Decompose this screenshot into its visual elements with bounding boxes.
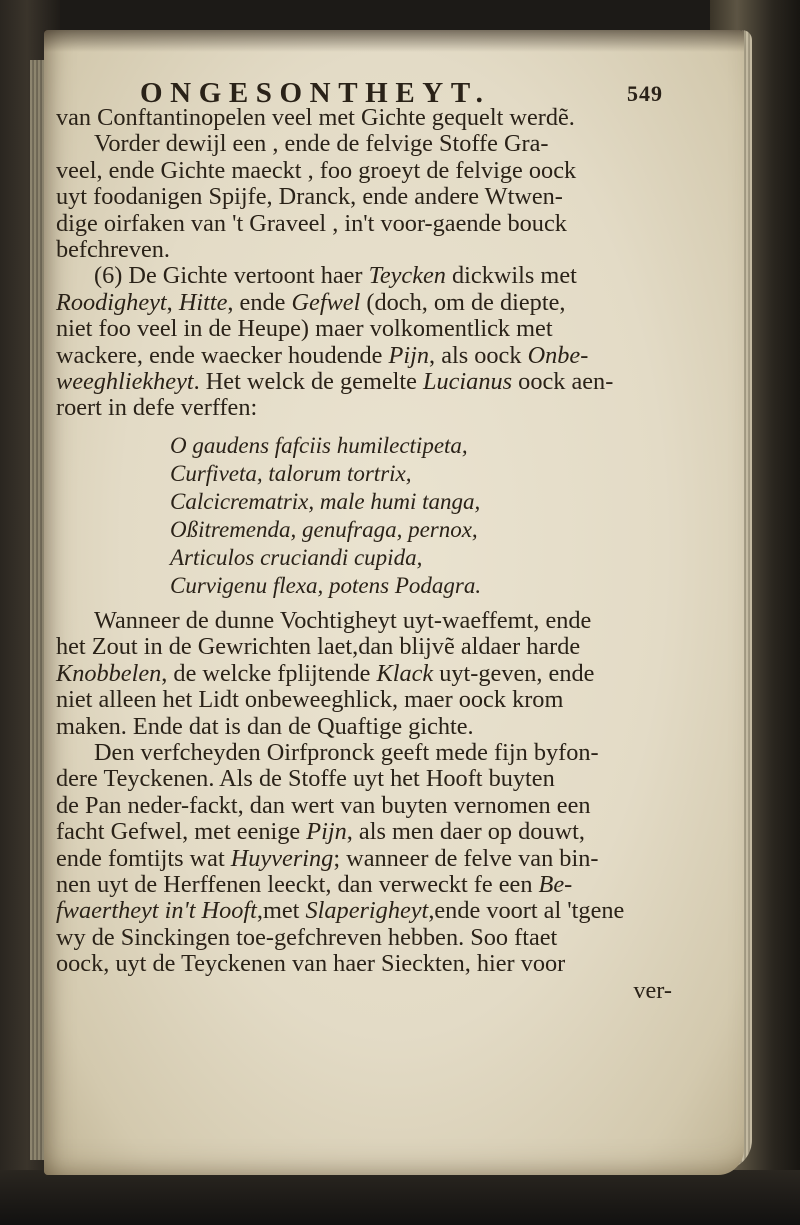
- text-line: [56, 819, 676, 845]
- page-number: 549: [627, 81, 663, 106]
- italic-term: Lucianus: [422, 368, 513, 396]
- text-run: , de welcke fplijtende: [161, 659, 377, 687]
- paragraph-4: [56, 740, 676, 978]
- text-line: Den verfcheyden Oirfpronck geeft mede fijn byfon-: [94, 738, 599, 766]
- italic-term: Pijn: [306, 818, 347, 846]
- italic-term: Klack: [376, 659, 434, 687]
- text-run: (doch, om de diepte,: [360, 288, 566, 316]
- text-line: wy de Sinckingen toe-gefchreven hebben. Soo ftaet: [56, 923, 558, 951]
- text-line: [56, 369, 676, 395]
- text-line: [56, 872, 676, 898]
- italic-term: Be-: [538, 870, 573, 898]
- italic-term: Huyvering: [230, 844, 334, 872]
- text-line: dere Teyckenen. Als de Stoffe uyt het Hooft buyten: [56, 765, 555, 793]
- text-run: ,met: [256, 897, 306, 925]
- text-line: [56, 846, 676, 872]
- verse-line: Calcicrematrix, male humi tanga,: [170, 488, 481, 514]
- text-line: Vorder dewijl een , ende de felvige Stoffe Gra-: [94, 130, 549, 158]
- text-line: [56, 898, 676, 924]
- text-line: [56, 343, 676, 369]
- text-line: niet foo veel in de Heupe) maer volkomentlick met: [56, 315, 553, 343]
- text-run: wackere, ende waecker houdende: [56, 341, 389, 369]
- text-line: [56, 661, 676, 687]
- text-run: facht Gefwel, met eenige: [56, 818, 307, 846]
- page-top-shadow: [44, 30, 744, 52]
- text-run: , als men daer op douwt,: [346, 818, 585, 846]
- verse-line: Curvigenu flexa, potens Podagra.: [170, 572, 482, 598]
- italic-term: Roodigheyt: [56, 288, 167, 316]
- text-line: oock, uyt de Teyckenen van haer Sieckten, hier voor: [56, 950, 566, 978]
- text-run: ,: [166, 288, 179, 316]
- verse-line: O gaudens fafciis humilectipeta,: [170, 432, 468, 458]
- text-line: de Pan neder-fackt, dan wert van buyten vernomen een: [56, 791, 591, 819]
- text-line: veel, ende Gichte maeckt , foo groeyt de felvige oock: [56, 156, 577, 184]
- text-run: , als oock: [429, 341, 528, 369]
- text-line: dige oirfaken van 't Graveel , in't voor-gaende bouck: [56, 209, 567, 237]
- text-run: uyt-geven, ende: [433, 659, 595, 687]
- italic-term: Pijn: [388, 341, 430, 369]
- italic-term: fwaertheyt in't Hooft: [56, 897, 257, 925]
- italic-term: weeghliekheyt: [56, 368, 194, 396]
- text-line: uyt foodanigen Spijfe, Dranck, ende andere Wtwen-: [56, 183, 563, 211]
- page-body: [56, 78, 676, 1004]
- italic-term: Hitte: [178, 288, 228, 316]
- italic-term: Slaperigheyt: [305, 897, 429, 925]
- verse-line: Oßitremenda, genufraga, pernox,: [170, 516, 478, 542]
- paragraph-3: [56, 608, 676, 740]
- text-run: ,ende voort al 'tgene: [428, 897, 625, 925]
- catchword: ver-: [633, 976, 672, 1004]
- italic-term: Knobbelen: [56, 659, 162, 687]
- text-line: befchreven.: [56, 236, 170, 264]
- text-run: (6) De Gichte vertoont haer: [94, 262, 369, 290]
- text-line: Wanneer de dunne Vochtigheyt uyt-waeffemt, ende: [94, 606, 592, 634]
- text-line: maken. Ende dat is dan de Quaftige gichte.: [56, 712, 474, 740]
- text-line: [56, 263, 676, 289]
- paragraph-2: [56, 263, 676, 421]
- text-line: het Zout in de Gewrichten laet,dan blijvẽ aldaer harde: [56, 633, 581, 661]
- text-run: ende fomtijts wat: [56, 844, 231, 872]
- latin-verse: [56, 432, 676, 600]
- verse-line: Articulos cruciandi cupida,: [170, 544, 423, 570]
- italic-term: Onbe-: [527, 341, 589, 369]
- book-cover-bottom: [0, 1170, 800, 1225]
- text-line: [56, 290, 676, 316]
- text-run: , ende: [227, 288, 292, 316]
- paragraph-1: [56, 105, 676, 263]
- text-line: roert in defe verffen:: [56, 394, 258, 422]
- italic-term: Teycken: [368, 262, 446, 290]
- text-run: . Het welck de gemelte: [193, 368, 423, 396]
- text-run: oock aen-: [512, 368, 614, 396]
- text-run: ; wanneer de felve van bin-: [333, 844, 599, 872]
- verse-line: Curfiveta, talorum tortrix,: [170, 460, 412, 486]
- italic-term: Gefwel: [291, 288, 361, 316]
- text-line: van Conftantinopelen veel met Gichte gequelt werdẽ.: [56, 104, 575, 131]
- text-line: niet alleen het Lidt onbeweeghlick, maer oock krom: [56, 686, 564, 714]
- running-title: ONGESONTHEYT.: [140, 77, 491, 109]
- text-run: nen uyt de Herffenen leeckt, dan verweckt fe een: [56, 870, 539, 898]
- text-run: dickwils met: [445, 262, 577, 290]
